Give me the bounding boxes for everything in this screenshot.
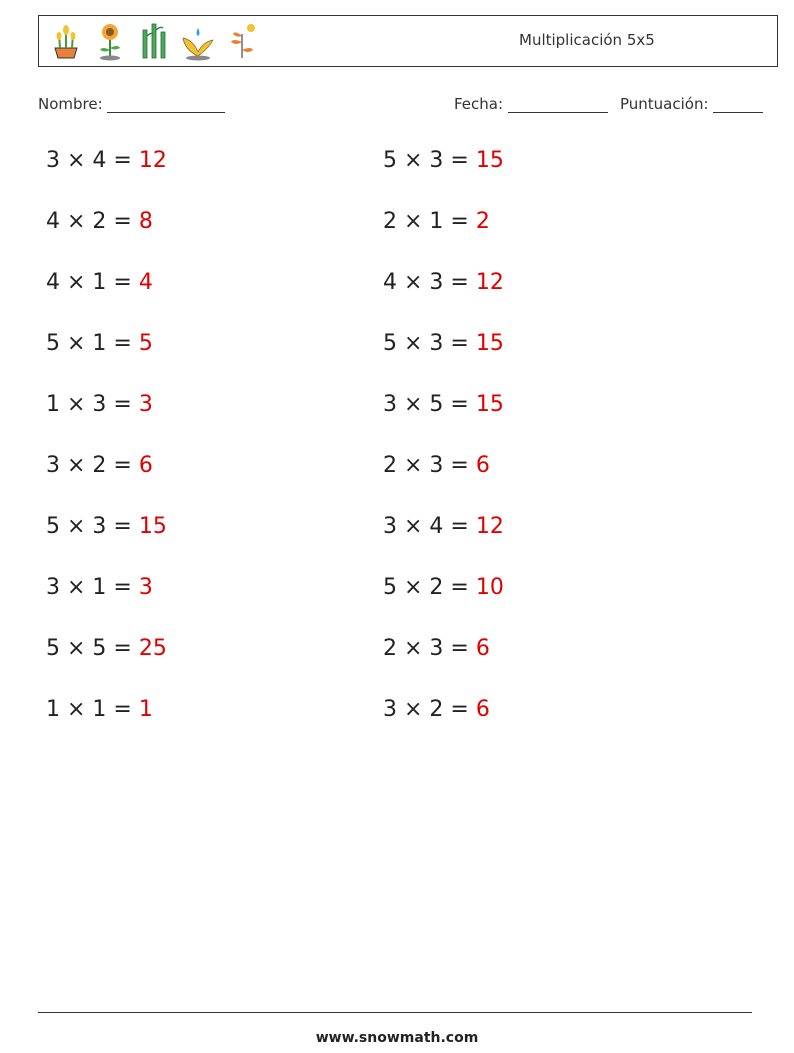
sunflower-icon (91, 20, 129, 62)
problem-answer: 4 (138, 270, 153, 295)
name-field (38, 95, 225, 113)
problem-expression: 2 × 3 = (383, 636, 476, 661)
problem-expression: 3 × 2 = (46, 453, 139, 478)
problem-expression: 5 × 3 = (383, 331, 476, 356)
problem-right-1 (383, 148, 504, 173)
footer-divider (38, 1012, 752, 1013)
date-blank[interactable] (508, 98, 608, 113)
problem-left-1 (46, 148, 167, 173)
problem-answer: 15 (475, 148, 504, 173)
problem-answer: 15 (475, 392, 504, 417)
problem-left-6 (46, 453, 153, 478)
problem-right-5 (383, 392, 504, 417)
problem-answer: 25 (138, 636, 167, 661)
score-label: Puntuación: (620, 95, 709, 113)
header-icons (47, 20, 261, 62)
problem-left-10 (46, 697, 153, 722)
problem-expression: 5 × 2 = (383, 575, 476, 600)
sun-plant-icon (223, 20, 261, 62)
problem-answer: 12 (138, 148, 167, 173)
score-field (620, 95, 763, 113)
problem-answer: 12 (475, 270, 504, 295)
problem-expression: 4 × 3 = (383, 270, 476, 295)
problem-right-6 (383, 453, 490, 478)
problem-answer: 1 (138, 697, 153, 722)
problem-expression: 4 × 1 = (46, 270, 139, 295)
problem-expression: 2 × 3 = (383, 453, 476, 478)
problem-expression: 3 × 5 = (383, 392, 476, 417)
problem-expression: 5 × 3 = (383, 148, 476, 173)
problem-answer: 2 (475, 209, 490, 234)
bamboo-icon (135, 20, 173, 62)
problem-expression: 5 × 1 = (46, 331, 139, 356)
problem-right-4 (383, 331, 504, 356)
problem-answer: 15 (138, 514, 167, 539)
problem-expression: 1 × 1 = (46, 697, 139, 722)
problem-expression: 1 × 3 = (46, 392, 139, 417)
problem-left-7 (46, 514, 167, 539)
problem-answer: 3 (138, 575, 153, 600)
score-blank[interactable] (713, 98, 763, 113)
name-blank[interactable] (107, 98, 225, 113)
problem-right-8 (383, 575, 504, 600)
name-label: Nombre: (38, 95, 103, 113)
date-label: Fecha: (454, 95, 504, 113)
problem-answer: 6 (475, 697, 490, 722)
problem-answer: 15 (475, 331, 504, 356)
problem-answer: 6 (475, 453, 490, 478)
page-title: Multiplicación 5x5 (519, 31, 655, 49)
problem-left-8 (46, 575, 153, 600)
watering-sprout-icon (179, 20, 217, 62)
problem-expression: 3 × 4 = (383, 514, 476, 539)
problem-answer: 6 (138, 453, 153, 478)
problem-left-3 (46, 270, 153, 295)
problem-expression: 3 × 1 = (46, 575, 139, 600)
problem-answer: 8 (138, 209, 153, 234)
problem-expression: 5 × 3 = (46, 514, 139, 539)
problem-answer: 5 (138, 331, 153, 356)
problem-answer: 3 (138, 392, 153, 417)
header-box (38, 15, 778, 67)
problem-expression: 5 × 5 = (46, 636, 139, 661)
problem-expression: 2 × 1 = (383, 209, 476, 234)
problem-right-3 (383, 270, 504, 295)
potted-plant-icon (47, 20, 85, 62)
problem-left-4 (46, 331, 153, 356)
problem-right-9 (383, 636, 490, 661)
problem-expression: 3 × 4 = (46, 148, 139, 173)
problem-right-10 (383, 697, 490, 722)
footer-site: www.snowmath.com (315, 1030, 479, 1046)
problem-answer: 6 (475, 636, 490, 661)
date-field (454, 95, 608, 113)
problem-right-2 (383, 209, 490, 234)
problem-left-2 (46, 209, 153, 234)
problem-expression: 3 × 2 = (383, 697, 476, 722)
problem-left-5 (46, 392, 153, 417)
problem-answer: 10 (475, 575, 504, 600)
problem-right-7 (383, 514, 504, 539)
problem-expression: 4 × 2 = (46, 209, 139, 234)
problem-answer: 12 (475, 514, 504, 539)
problem-left-9 (46, 636, 167, 661)
